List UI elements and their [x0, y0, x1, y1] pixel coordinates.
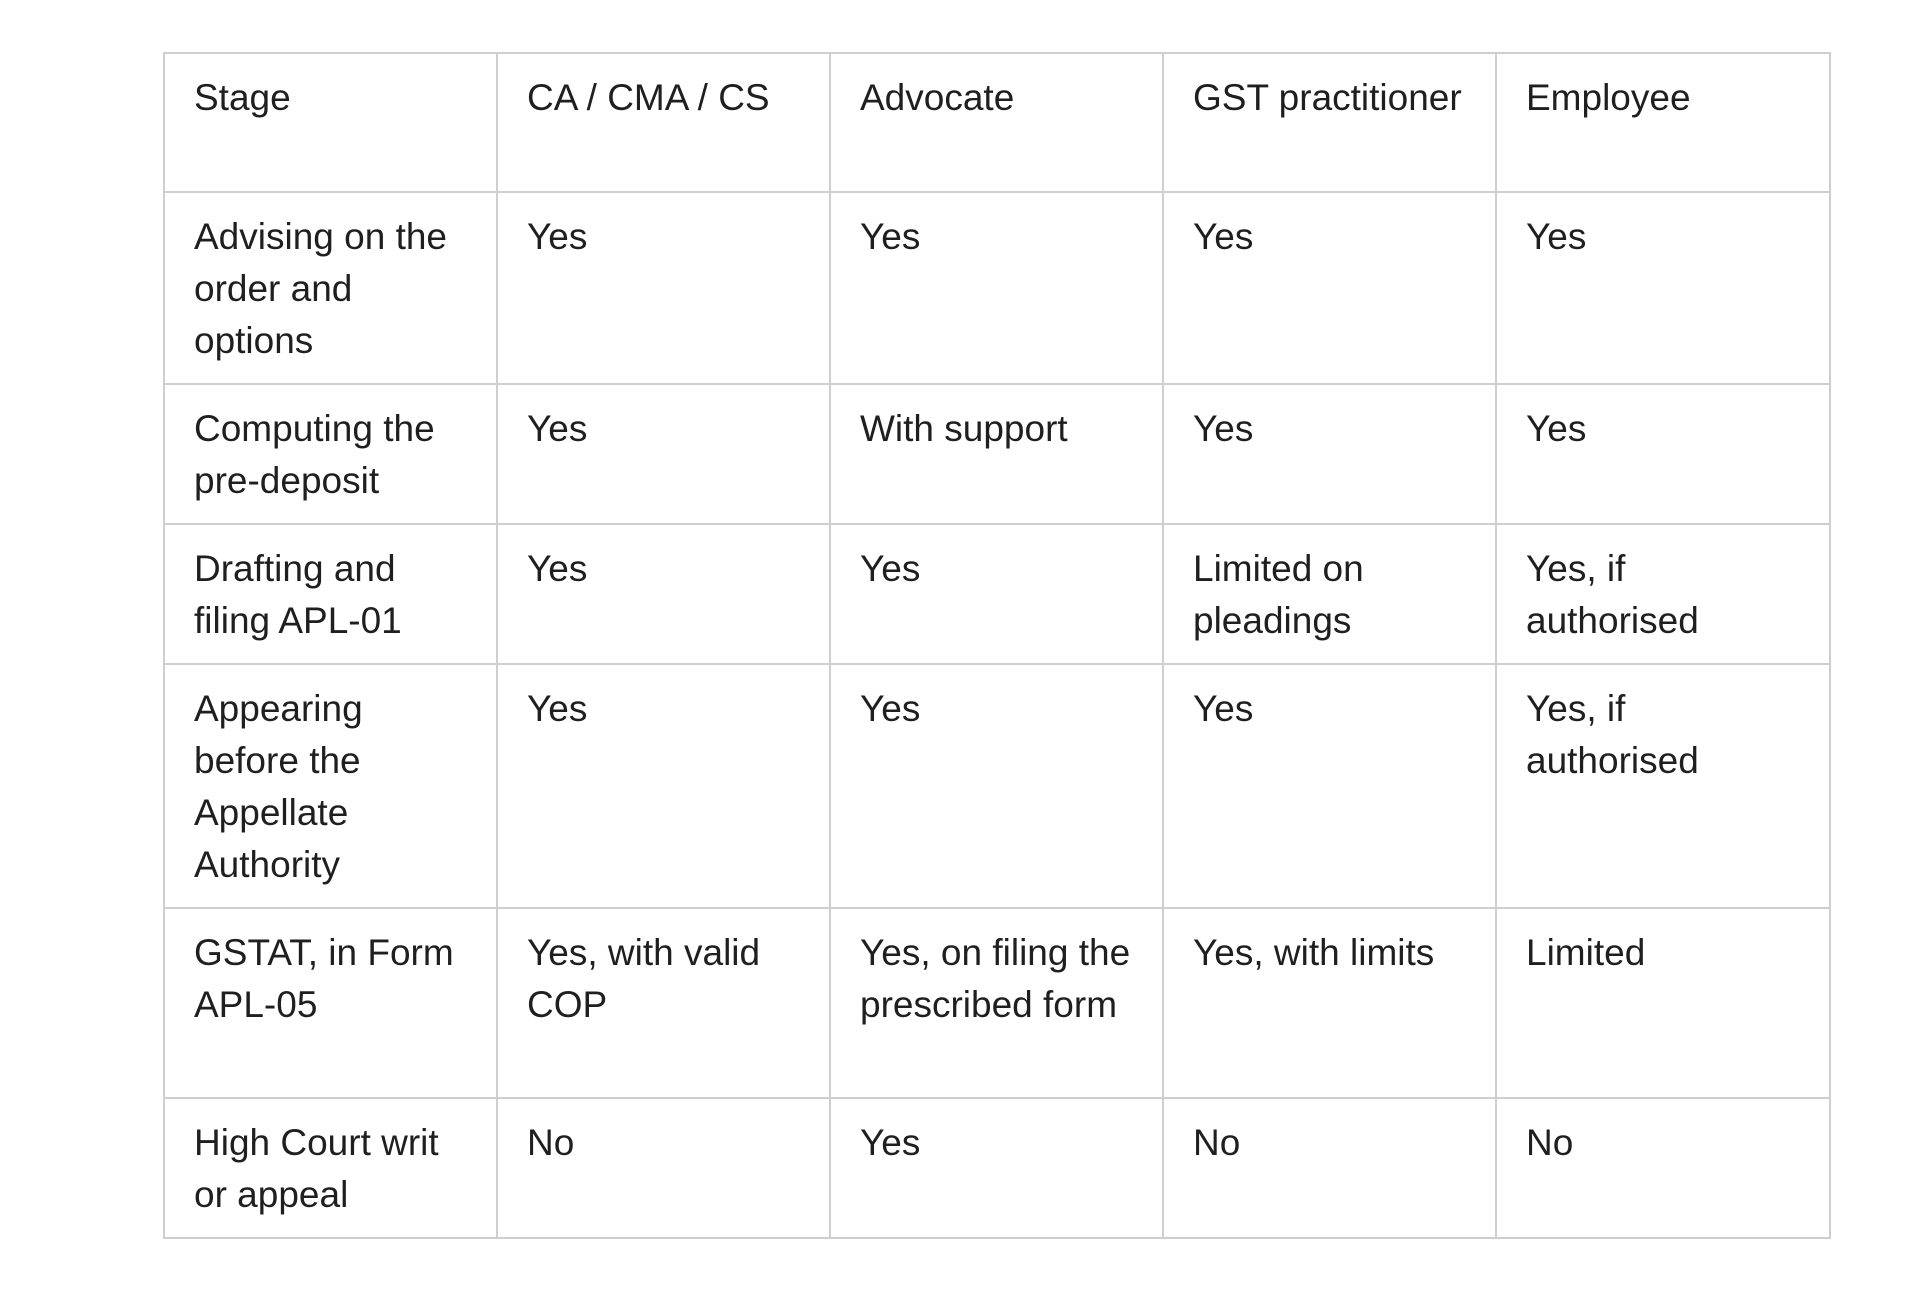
table-row	[164, 908, 1830, 1098]
table-row	[164, 524, 1830, 664]
table-cell: Yes	[830, 524, 1163, 664]
table-cell: Yes, on filing the prescribed form	[830, 908, 1163, 1098]
table-cell: Yes	[497, 192, 830, 384]
table-cell: Yes, if authorised	[1496, 524, 1830, 664]
table-cell: Yes, if authorised	[1496, 664, 1830, 908]
header-stage: Stage	[164, 53, 497, 192]
header-employee: Employee	[1496, 53, 1830, 192]
table-cell-stage: Computing the pre-deposit	[164, 384, 497, 524]
table-header-row	[164, 53, 1830, 192]
table-cell: Limited	[1496, 908, 1830, 1098]
header-gst-practitioner: GST practitioner	[1163, 53, 1496, 192]
table-cell: Yes	[830, 192, 1163, 384]
table-cell: Yes, with valid COP	[497, 908, 830, 1098]
table-cell: Yes	[1163, 384, 1496, 524]
table-cell: Yes	[1496, 384, 1830, 524]
table-cell-stage: High Court writ or appeal	[164, 1098, 497, 1238]
table-cell: Yes	[1163, 664, 1496, 908]
table-cell: Yes	[1163, 192, 1496, 384]
table-cell-stage: Advising on the order and options	[164, 192, 497, 384]
table-cell: Yes	[497, 384, 830, 524]
table-cell: Limited on pleadings	[1163, 524, 1496, 664]
table-cell: Yes	[497, 664, 830, 908]
table-cell: No	[497, 1098, 830, 1238]
table-row	[164, 1098, 1830, 1238]
table-cell: Yes	[1496, 192, 1830, 384]
table-cell: Yes	[830, 664, 1163, 908]
table-cell-stage: Drafting and filing APL-01	[164, 524, 497, 664]
table-cell-stage: GSTAT, in Form APL-05	[164, 908, 497, 1098]
header-advocate: Advocate	[830, 53, 1163, 192]
header-ca-cma-cs: CA / CMA / CS	[497, 53, 830, 192]
table-row	[164, 384, 1830, 524]
table-cell: Yes, with limits	[1163, 908, 1496, 1098]
comparison-table	[163, 52, 1831, 1239]
comparison-table-container	[163, 52, 1831, 1239]
table-cell: Yes	[497, 524, 830, 664]
table-cell: No	[1496, 1098, 1830, 1238]
table-row	[164, 664, 1830, 908]
table-cell-stage: Appearing before the Appellate Authority	[164, 664, 497, 908]
table-cell: Yes	[830, 1098, 1163, 1238]
table-cell: With support	[830, 384, 1163, 524]
table-cell: No	[1163, 1098, 1496, 1238]
table-row	[164, 192, 1830, 384]
